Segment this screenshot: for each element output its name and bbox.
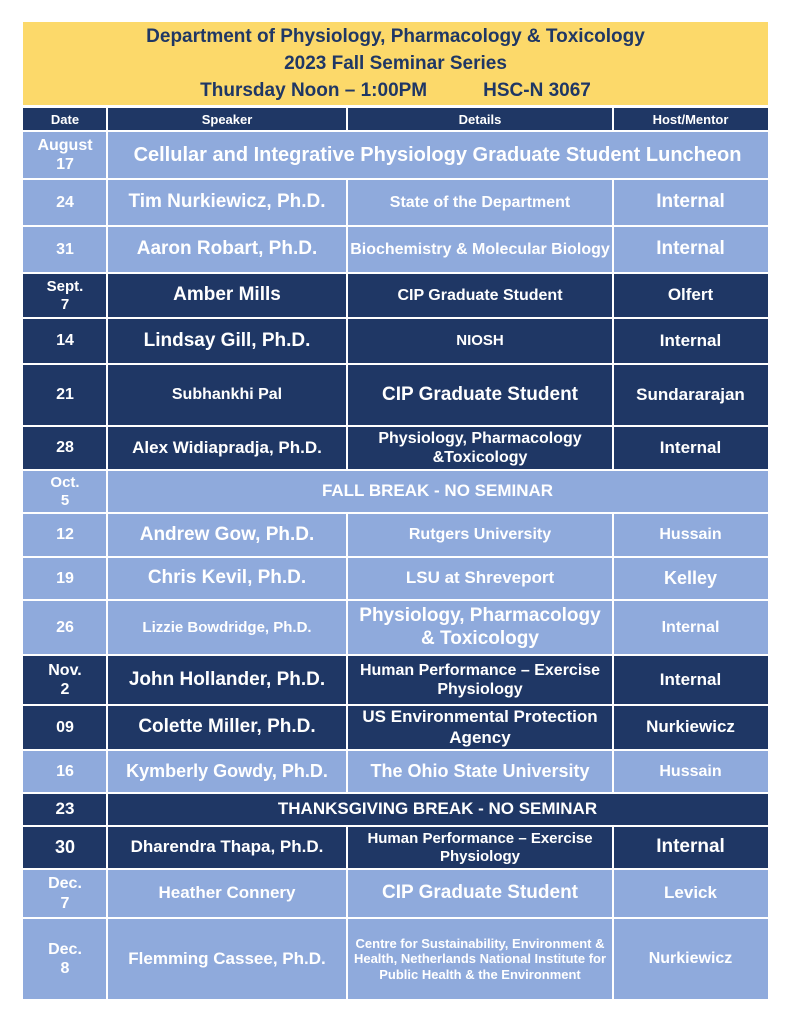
date-cell: 30: [23, 826, 107, 869]
grid-divider: [106, 426, 108, 470]
date-cell: 09: [23, 705, 107, 750]
schedule-header: [23, 22, 768, 105]
banner-cell: FALL BREAK - NO SEMINAR: [107, 470, 768, 513]
grid-divider: [346, 655, 348, 705]
grid-divider: [346, 226, 348, 273]
grid-divider: [106, 364, 108, 426]
grid-divider: [23, 999, 768, 1001]
host-cell: Nurkiewicz: [613, 918, 768, 1000]
grid-divider: [106, 918, 108, 1000]
time-location-line: [23, 80, 768, 102]
details-cell: Centre for Sustainability, Environment & Health, Netherlands National Institute for Public Health & the Environment: [347, 918, 613, 1000]
details-cell: CIP Graduate Student: [347, 869, 613, 918]
grid-divider: [106, 131, 108, 179]
details-cell: The Ohio State University: [347, 750, 613, 793]
host-cell: Kelley: [613, 557, 768, 600]
host-cell: Levick: [613, 869, 768, 918]
grid-divider: [23, 704, 768, 706]
speaker-cell: Amber Mills: [107, 273, 347, 318]
host-cell: Internal: [613, 826, 768, 869]
grid-divider: [346, 826, 348, 869]
grid-divider: [346, 318, 348, 364]
grid-divider: [346, 513, 348, 557]
speaker-cell: Flemming Cassee, Ph.D.: [107, 918, 347, 1000]
date-cell: August 17: [23, 131, 107, 179]
grid-divider: [106, 108, 108, 131]
host-cell: Internal: [613, 179, 768, 226]
grid-divider: [612, 655, 614, 705]
grid-divider: [346, 750, 348, 793]
date-cell: 24: [23, 179, 107, 226]
grid-divider: [612, 918, 614, 1000]
date-cell: 19: [23, 557, 107, 600]
details-cell: LSU at Shreveport: [347, 557, 613, 600]
grid-divider: [612, 557, 614, 600]
host-cell: Hussain: [613, 750, 768, 793]
grid-divider: [23, 130, 768, 132]
banner-cell: THANKSGIVING BREAK - NO SEMINAR: [107, 793, 768, 826]
date-cell: Oct. 5: [23, 470, 107, 513]
department-title: Department of Physiology, Pharmacology & Toxicology: [146, 26, 645, 47]
grid-divider: [612, 513, 614, 557]
date-cell: 23: [23, 793, 107, 826]
date-cell: Dec. 8: [23, 918, 107, 1000]
grid-divider: [23, 868, 768, 870]
grid-divider: [346, 600, 348, 655]
details-cell: Physiology, Pharmacology &Toxicology: [347, 426, 613, 470]
grid-divider: [612, 318, 614, 364]
grid-divider: [106, 513, 108, 557]
speaker-cell: Lindsay Gill, Ph.D.: [107, 318, 347, 364]
grid-divider: [23, 556, 768, 558]
grid-divider: [612, 226, 614, 273]
grid-divider: [106, 179, 108, 226]
grid-divider: [23, 512, 768, 514]
grid-divider: [612, 179, 614, 226]
column-header-speaker: Speaker: [107, 108, 347, 131]
date-cell: 28: [23, 426, 107, 470]
grid-divider: [23, 917, 768, 919]
host-cell: Olfert: [613, 273, 768, 318]
host-cell: Internal: [613, 600, 768, 655]
date-cell: 12: [23, 513, 107, 557]
details-cell: Biochemistry & Molecular Biology: [347, 226, 613, 273]
grid-divider: [23, 792, 768, 794]
details-cell: Human Performance – Exercise Physiology: [347, 826, 613, 869]
grid-divider: [106, 470, 108, 513]
grid-divider: [106, 705, 108, 750]
grid-divider: [23, 599, 768, 601]
details-cell: Human Performance – Exercise Physiology: [347, 655, 613, 705]
date-cell: 14: [23, 318, 107, 364]
grid-divider: [106, 557, 108, 600]
grid-divider: [23, 825, 768, 827]
grid-divider: [612, 108, 614, 131]
grid-divider: [106, 226, 108, 273]
grid-divider: [106, 826, 108, 869]
column-header-details: Details: [347, 108, 613, 131]
grid-divider: [612, 750, 614, 793]
grid-divider: [23, 425, 768, 427]
speaker-cell: Lizzie Bowdridge, Ph.D.: [107, 600, 347, 655]
grid-divider: [612, 426, 614, 470]
grid-divider: [346, 918, 348, 1000]
date-cell: Dec. 7: [23, 869, 107, 918]
details-cell: CIP Graduate Student: [347, 273, 613, 318]
date-cell: 31: [23, 226, 107, 273]
grid-divider: [23, 749, 768, 751]
grid-divider: [106, 318, 108, 364]
grid-divider: [23, 225, 768, 227]
grid-divider: [23, 317, 768, 319]
date-cell: 26: [23, 600, 107, 655]
grid-divider: [612, 273, 614, 318]
grid-divider: [23, 654, 768, 656]
host-cell: Hussain: [613, 513, 768, 557]
details-cell: NIOSH: [347, 318, 613, 364]
grid-divider: [23, 469, 768, 471]
host-cell: Sundararajan: [613, 364, 768, 426]
grid-divider: [346, 179, 348, 226]
column-header-host: Host/Mentor: [613, 108, 768, 131]
seminar-room: HSC-N 3067: [483, 80, 591, 101]
details-cell: State of the Department: [347, 179, 613, 226]
host-cell: Nurkiewicz: [613, 705, 768, 750]
grid-divider: [106, 869, 108, 918]
grid-divider: [106, 273, 108, 318]
grid-divider: [346, 364, 348, 426]
grid-divider: [106, 750, 108, 793]
grid-divider: [23, 106, 768, 108]
grid-divider: [106, 793, 108, 826]
seminar-time: Thursday Noon – 1:00PM: [200, 80, 428, 101]
host-cell: Internal: [613, 426, 768, 470]
grid-divider: [346, 705, 348, 750]
grid-divider: [346, 108, 348, 131]
speaker-cell: John Hollander, Ph.D.: [107, 655, 347, 705]
details-cell: CIP Graduate Student: [347, 364, 613, 426]
speaker-cell: Kymberly Gowdy, Ph.D.: [107, 750, 347, 793]
date-cell: Nov. 2: [23, 655, 107, 705]
host-cell: Internal: [613, 318, 768, 364]
grid-divider: [106, 600, 108, 655]
grid-divider: [23, 363, 768, 365]
date-cell: 16: [23, 750, 107, 793]
speaker-cell: Colette Miller, Ph.D.: [107, 705, 347, 750]
grid-divider: [612, 705, 614, 750]
grid-divider: [612, 600, 614, 655]
date-cell: 21: [23, 364, 107, 426]
grid-divider: [23, 178, 768, 180]
column-header-date: Date: [23, 108, 107, 131]
host-cell: Internal: [613, 226, 768, 273]
speaker-cell: Alex Widiapradja, Ph.D.: [107, 426, 347, 470]
details-cell: Rutgers University: [347, 513, 613, 557]
speaker-cell: Subhankhi Pal: [107, 364, 347, 426]
banner-cell: Cellular and Integrative Physiology Graduate Student Luncheon: [107, 131, 768, 179]
series-title: 2023 Fall Seminar Series: [284, 53, 507, 74]
grid-divider: [612, 364, 614, 426]
speaker-cell: Dharendra Thapa, Ph.D.: [107, 826, 347, 869]
grid-divider: [346, 557, 348, 600]
host-cell: Internal: [613, 655, 768, 705]
date-cell: Sept. 7: [23, 273, 107, 318]
details-cell: Physiology, Pharmacology & Toxicology: [347, 600, 613, 655]
speaker-cell: Chris Kevil, Ph.D.: [107, 557, 347, 600]
details-cell: US Environmental Protection Agency: [347, 705, 613, 750]
grid-divider: [106, 655, 108, 705]
grid-divider: [346, 869, 348, 918]
speaker-cell: Aaron Robart, Ph.D.: [107, 226, 347, 273]
grid-divider: [346, 426, 348, 470]
grid-divider: [612, 869, 614, 918]
grid-divider: [23, 272, 768, 274]
speaker-cell: Heather Connery: [107, 869, 347, 918]
speaker-cell: Andrew Gow, Ph.D.: [107, 513, 347, 557]
grid-divider: [346, 273, 348, 318]
speaker-cell: Tim Nurkiewicz, Ph.D.: [107, 179, 347, 226]
grid-divider: [612, 826, 614, 869]
